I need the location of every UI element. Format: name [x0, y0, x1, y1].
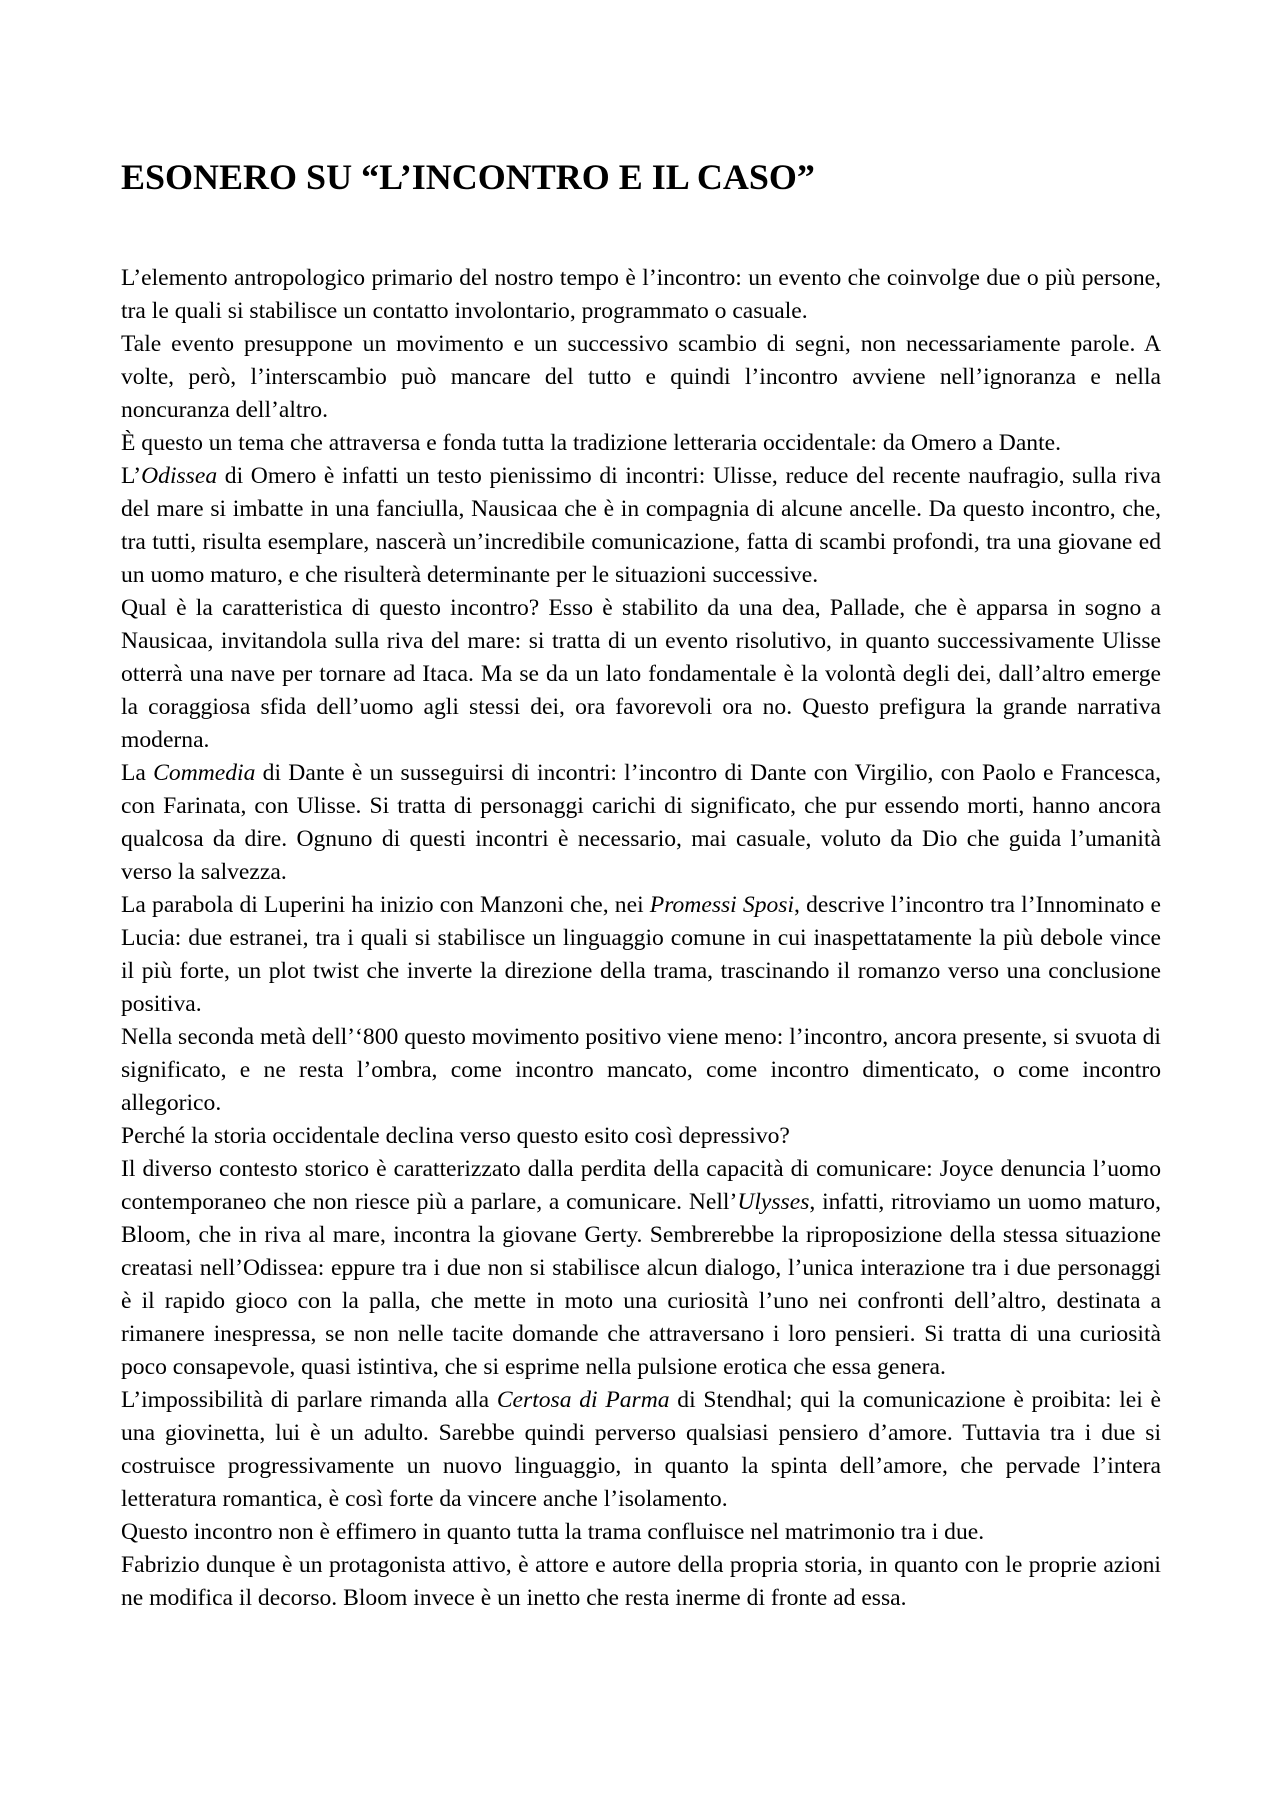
paragraph-3: [121, 427, 1161, 460]
italic-title-certosa-di-parma: Certosa di Parma: [496, 1387, 670, 1413]
paragraph-11: [121, 1384, 1161, 1516]
paragraph-13: [121, 1549, 1161, 1615]
paragraph-text: Tale evento presuppone un movimento e un successivo scambio di segni, non necessariamente parole. A volte, però, l’interscambio può mancare del tutto e quindi l’incontro avviene nell’ignoranza e nella noncuranza dell’altro.: [121, 331, 1161, 423]
paragraph-text: Fabrizio dunque è un protagonista attivo, è attore e autore della propria storia, in quanto con le proprie azioni ne modifica il decorso. Bloom invece è un inetto che resta inerme di fronte ad essa.: [121, 1552, 1161, 1611]
italic-title-commedia: Commedia: [153, 760, 256, 786]
paragraph-9: [121, 1120, 1161, 1153]
document-title: ESONERO SU “L’INCONTRO E IL CASO”: [121, 157, 815, 197]
italic-title-ulysses: Ulysses: [737, 1189, 810, 1215]
paragraph-8: [121, 1021, 1161, 1120]
paragraph-text: Qual è la caratteristica di questo incontro? Esso è stabilito da una dea, Pallade, che è apparsa in sogno a Nausicaa, invitandola sulla riva del mare: si tratta di un evento risolutivo, in quanto successivamente Ulisse otterrà una nave per tornare ad Itaca. Ma se da un lato fondamentale è la volontà degli dei, dall’altro emerge la coraggiosa sfida dell’uomo agli stessi dei, ora favorevoli ora no. Questo prefigura la grande narrativa moderna.: [121, 595, 1161, 753]
paragraph-text: L’: [121, 463, 142, 489]
italic-title-promessi-sposi: Promessi Sposi: [649, 892, 795, 918]
italic-title-odissea: Odissea: [141, 463, 218, 489]
paragraph-text: È questo un tema che attraversa e fonda tutta la tradizione letteraria occidentale: da Omero a Dante.: [121, 430, 1062, 456]
document-body: [121, 262, 1161, 1615]
paragraph-text: , infatti, ritroviamo un uomo maturo, Bloom, che in riva al mare, incontra la giovane Gerty. Sembrerebbe la riproposizione della stessa situazione creatasi nell’Odissea: eppure tra i due non si stabilisce alcun dialogo, l’unica interazione tra i due personaggi è il rapido gioco con la palla, che mette in moto una curiosità l’uno nei confronti dell’altro, destinata a rimanere inespressa, se non nelle tacite domande che attraversano i loro pensieri. Si tratta di una curiosità poco consapevole, quasi istintiva, che si esprime nella pulsione erotica che essa genera.: [121, 1189, 1162, 1380]
paragraph-text: L’elemento antropologico primario del nostro tempo è l’incontro: un evento che coinvolge due o più persone, tra le quali si stabilisce un contatto involontario, programmato o casuale.: [121, 265, 1161, 324]
paragraph-6: [121, 757, 1161, 889]
paragraph-1: [121, 262, 1161, 328]
paragraph-7: [121, 889, 1161, 1021]
paragraph-text: di Stendhal; qui la comunicazione è proibita: lei è una giovinetta, lui è un adulto. Sarebbe quindi perverso qualsiasi pensiero d’amore. Tuttavia tra i due si costruisce progressivamente un nuovo linguaggio, in quanto la spinta dell’amore, che pervade l’intera letteratura romantica, è così forte da vincere anche l’isolamento.: [121, 1387, 1161, 1512]
paragraph-10: [121, 1153, 1161, 1384]
paragraph-5: [121, 592, 1161, 757]
paragraph-text: Il diverso contesto storico è caratterizzato dalla perdita della capacità di comunicare: Joyce denuncia l’uomo contemporaneo che non riesce più a parlare, a comunicare. Nell’: [121, 1156, 1161, 1215]
paragraph-text: di Dante è un susseguirsi di incontri: l’incontro di Dante con Virgilio, con Paolo e Francesca, con Farinata, con Ulisse. Si tratta di personaggi carichi di significato, che pur essendo morti, hanno ancora qualcosa da dire. Ognuno di questi incontri è necessario, mai casuale, voluto da Dio che guida l’umanità verso la salvezza.: [121, 760, 1161, 885]
paragraph-text: Questo incontro non è effimero in quanto tutta la trama confluisce nel matrimonio tra i due.: [121, 1519, 985, 1545]
paragraph-text: di Omero è infatti un testo pienissimo di incontri: Ulisse, reduce del recente naufragio, sulla riva del mare si imbatte in una fanciulla, Nausicaa che è in compagnia di alcune ancelle. Da questo incontro, che, tra tutti, risulta esemplare, nascerà un’incredibile comunicazione, fatta di scambi profondi, tra una giovane ed un uomo maturo, e che risulterà determinante per le situazioni successive.: [121, 463, 1161, 588]
paragraph-12: [121, 1516, 1161, 1549]
paragraph-4: [121, 460, 1161, 592]
paragraph-text: La parabola di Luperini ha inizio con Manzoni che, nei: [121, 892, 650, 918]
paragraph-text: Perché la storia occidentale declina verso questo esito così depressivo?: [121, 1123, 790, 1149]
paragraph-text: , descrive l’incontro tra l’Innominato e Lucia: due estranei, tra i quali si stabilisce un linguaggio comune in cui inaspettatamente la più debole vince il più forte, un plot twist che inverte la direzione della trama, trascinando il romanzo verso una conclusione positiva.: [121, 892, 1161, 1017]
paragraph-text: Nella seconda metà dell’‘800 questo movimento positivo viene meno: l’incontro, ancora presente, si svuota di significato, e ne resta l’ombra, come incontro mancato, come incontro dimenticato, o come incontro allegorico.: [121, 1024, 1161, 1116]
paragraph-text: L’impossibilità di parlare rimanda alla: [121, 1387, 497, 1413]
paragraph-text: La: [121, 760, 154, 786]
paragraph-2: [121, 328, 1161, 427]
